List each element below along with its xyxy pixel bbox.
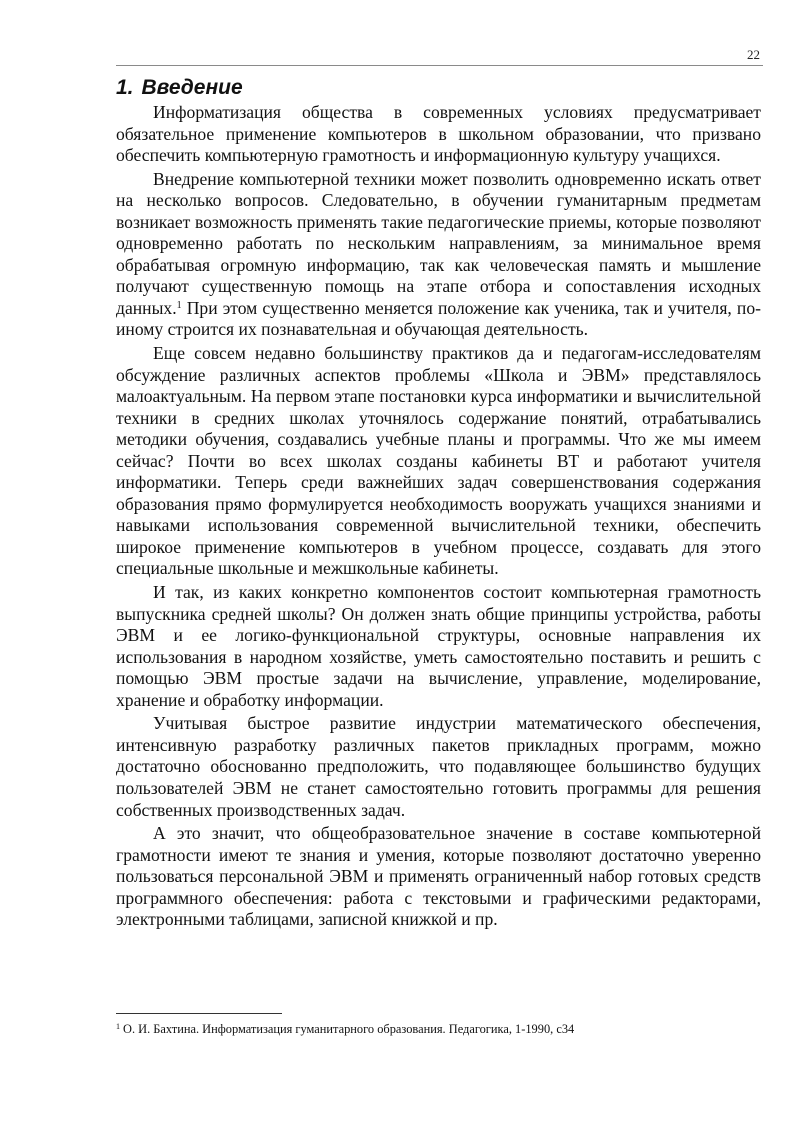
footnote-marker: 1 [116,1022,120,1031]
header-rule [116,65,763,66]
footnote-text: О. И. Бахтина. Информатизация гуманитарного образования. Педагогика, 1-1990, с34 [123,1022,575,1036]
footnote [116,1021,761,1037]
paragraph-3: Еще совсем недавно большинству практиков да и педагогам-исследователям обсуждение различных аспектов проблемы «Школа и ЭВМ» представлялось малоактуальным. На первом этапе постановки курса информатики и вычислительной техники в средних школах уточнялось содержание понятий, отрабатывались методики обучения, создавались учебные планы и программы. Что же мы имеем сейчас? Почти во всех школах созданы кабинеты ВТ и работают учителя информатики. Теперь среди важнейших задач совершенствования содержания образования прямо формулируется необходимость вооружать учащихся знаниями и навыками использования современной вычислительной техники, обеспечить широкое применение компьютеров в учебном процессе, создавать для этого специальные школьные и межшкольные кабинеты. [116,343,761,579]
paragraph-4: И так, из каких конкретно компонентов состоит компьютерная грамотность выпускника средней школы? Он должен знать общие принципы устройства, работы ЭВМ и ее логико-функциональной структуры, основные направления их использования в народном хозяйстве, уметь самостоятельно поставить и решить с помощью ЭВМ простые задачи на вычисление, управление, моделирование, хранение и обработку информации. [116,582,761,710]
heading-number: 1. [116,76,134,99]
heading-title: Введение [141,76,243,99]
paragraph-2-tail: При этом существенно меняется положение как ученика, так и учителя, по-иному строится их познавательная и обучающая деятельность. [116,297,761,340]
paragraph-6: А это значит, что общеобразовательное значение в составе компьютерной грамотности имеют те знания и умения, которые позволяют достаточно уверенно пользоваться персональной ЭВМ и применять ограниченный набор готовых средств программного обеспечения: работа с текстовыми и графическими редакторами, электронными таблицами, записной книжкой и пр. [116,823,761,930]
paragraph-2-text: Внедрение компьютерной техники может позволить одновременно искать ответ на несколько вопросов. Следовательно, в обучении гуманитарным предметам возникает возможность применять такие педагогические приемы, которые позволяют одновременно работать по нескольким направлениям, за минимальное время обрабатывая огромную информацию, так как человеческая память и мышление получают существенную помощь на этапе отбора и сопоставления исходных данных. [116,168,761,318]
paragraph-5: Учитывая быстрое развитие индустрии математического обеспечения, интенсивную разработку различных пакетов прикладных программ, можно достаточно обоснованно предположить, что подавляющее большинство будущих пользователей ЭВМ не станет самостоятельно готовить программы для решения собственных производственных задач. [116,713,761,820]
footnote-reference: 1 [176,299,182,311]
footnote-separator [116,1013,282,1014]
page-number: 22 [747,47,760,62]
paragraph-1: Информатизация общества в современных условиях предусматривает обязательное применение компьютеров в школьном образовании, что призвано обеспечить компьютерную грамотность и информационную культуру учащихся. [116,102,761,166]
page-body [116,74,761,931]
paragraph-2 [116,169,761,341]
section-heading [116,74,761,102]
